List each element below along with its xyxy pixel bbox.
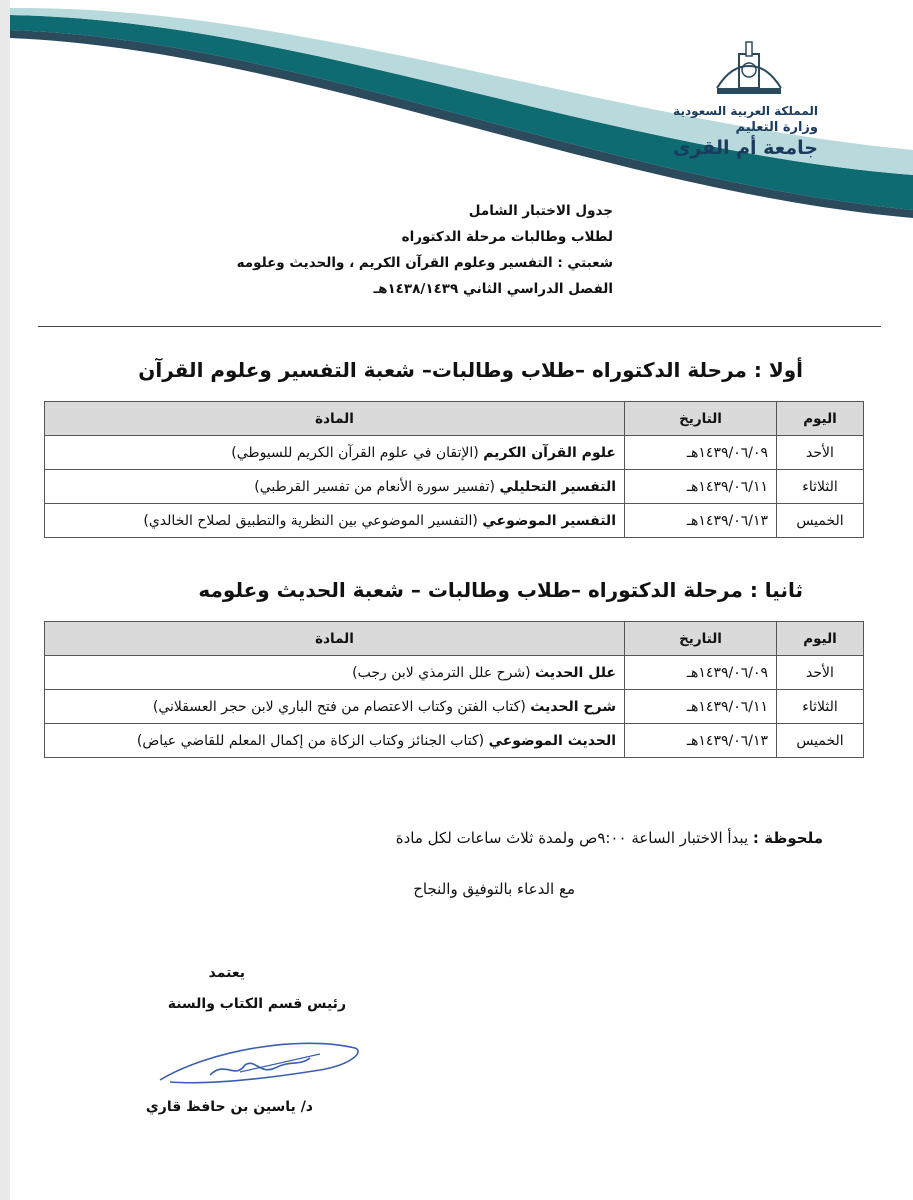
subject-name: علوم القرآن الكريم bbox=[483, 444, 616, 461]
subject-detail: (التفسير الموضوعي بين النظرية والتطبيق لصلاح الخالدي) bbox=[143, 512, 478, 529]
cell-day: الثلاثاء bbox=[777, 470, 864, 504]
section1-table bbox=[44, 401, 864, 538]
subject-detail: (شرح علل الترمذي لابن رجب) bbox=[352, 664, 531, 681]
subject-detail: (تفسير سورة الأنعام من تفسير القرطبي) bbox=[254, 478, 495, 495]
table-row bbox=[45, 436, 864, 470]
section2-title: ثانيا : مرحلة الدكتوراه –طلاب وطالبات – شعبة الحديث وعلومه bbox=[198, 578, 803, 602]
subject-name: الحديث الموضوعي bbox=[488, 732, 616, 749]
column-header-date: التاريخ bbox=[625, 622, 777, 656]
cell-subject bbox=[45, 656, 625, 690]
note-text: يبدأ الاختبار الساعة ٩:٠٠ص ولمدة ثلاث ساعات لكل مادة bbox=[395, 829, 749, 847]
column-header-subject: المادة bbox=[45, 402, 625, 436]
cell-subject bbox=[45, 436, 625, 470]
note-label: ملحوظة : bbox=[752, 829, 823, 847]
table-row bbox=[45, 470, 864, 504]
subject-name: علل الحديث bbox=[535, 664, 616, 681]
cell-date: ١٤٣٩/٠٦/٠٩هـ bbox=[625, 436, 777, 470]
table-header-row bbox=[45, 622, 864, 656]
table-row bbox=[45, 724, 864, 758]
cell-day: الأحد bbox=[777, 436, 864, 470]
table-row bbox=[45, 656, 864, 690]
cell-date: ١٤٣٩/٠٦/١١هـ bbox=[625, 470, 777, 504]
university-logo-emblem bbox=[712, 40, 786, 98]
subject-detail: (كتاب الجنائز وكتاب الزكاة من إكمال المعلم للقاضي عياض) bbox=[136, 732, 485, 749]
cell-day: الخميس bbox=[777, 504, 864, 538]
column-header-day: اليوم bbox=[777, 402, 864, 436]
cell-subject bbox=[45, 724, 625, 758]
column-header-day: اليوم bbox=[777, 622, 864, 656]
title-line-1: جدول الاختبار الشامل bbox=[468, 203, 613, 219]
cell-subject bbox=[45, 504, 625, 538]
title-line-2: لطلاب وطالبات مرحلة الدكتوراه bbox=[401, 229, 613, 245]
cell-date: ١٤٣٩/٠٦/٠٩هـ bbox=[625, 656, 777, 690]
table-row bbox=[45, 504, 864, 538]
subject-name: التفسير التحليلي bbox=[499, 478, 616, 495]
subject-detail: (كتاب الفتن وكتاب الاعتصام من فتح الباري لابن حجر العسقلاني) bbox=[152, 698, 526, 715]
approver-name: د/ ياسين بن حافظ قاري bbox=[145, 1099, 313, 1115]
exam-note bbox=[396, 829, 823, 847]
cell-date: ١٤٣٩/٠٦/١٣هـ bbox=[625, 504, 777, 538]
logo-country: المملكة العربية السعودية bbox=[673, 104, 818, 118]
section2-table bbox=[44, 621, 864, 758]
handwritten-signature bbox=[150, 1030, 370, 1100]
cell-day: الثلاثاء bbox=[777, 690, 864, 724]
cell-day: الأحد bbox=[777, 656, 864, 690]
document-title-block bbox=[237, 198, 613, 302]
subject-detail: (الإتقان في علوم القرآن الكريم للسيوطي) bbox=[231, 444, 479, 461]
cell-date: ١٤٣٩/٠٦/١١هـ bbox=[625, 690, 777, 724]
table-header-row bbox=[45, 402, 864, 436]
approval-label: يعتمد bbox=[208, 965, 245, 981]
section1-title: أولا : مرحلة الدكتوراه –طلاب وطالبات– شعبة التفسير وعلوم القرآن bbox=[138, 358, 803, 382]
column-header-subject: المادة bbox=[45, 622, 625, 656]
subject-name: التفسير الموضوعي bbox=[482, 512, 616, 529]
logo-ministry: وزارة التعليم bbox=[735, 120, 818, 135]
title-line-3: شعبتي : التفسير وعلوم القرآن الكريم ، والحديث وعلومه bbox=[236, 255, 613, 271]
closing-text: مع الدعاء بالتوفيق والنجاح bbox=[413, 880, 575, 898]
table-row bbox=[45, 690, 864, 724]
title-line-4: الفصل الدراسي الثاني ١٤٣٨/١٤٣٩هـ bbox=[373, 281, 613, 297]
subject-name: شرح الحديث bbox=[530, 698, 616, 715]
cell-day: الخميس bbox=[777, 724, 864, 758]
divider bbox=[38, 326, 881, 327]
cell-subject bbox=[45, 690, 625, 724]
approver-position: رئيس قسم الكتاب والسنة bbox=[167, 996, 346, 1012]
cell-subject bbox=[45, 470, 625, 504]
logo-university: جامعة أم القرى bbox=[672, 137, 818, 159]
logo-text bbox=[673, 104, 818, 159]
cell-date: ١٤٣٩/٠٦/١٣هـ bbox=[625, 724, 777, 758]
column-header-date: التاريخ bbox=[625, 402, 777, 436]
